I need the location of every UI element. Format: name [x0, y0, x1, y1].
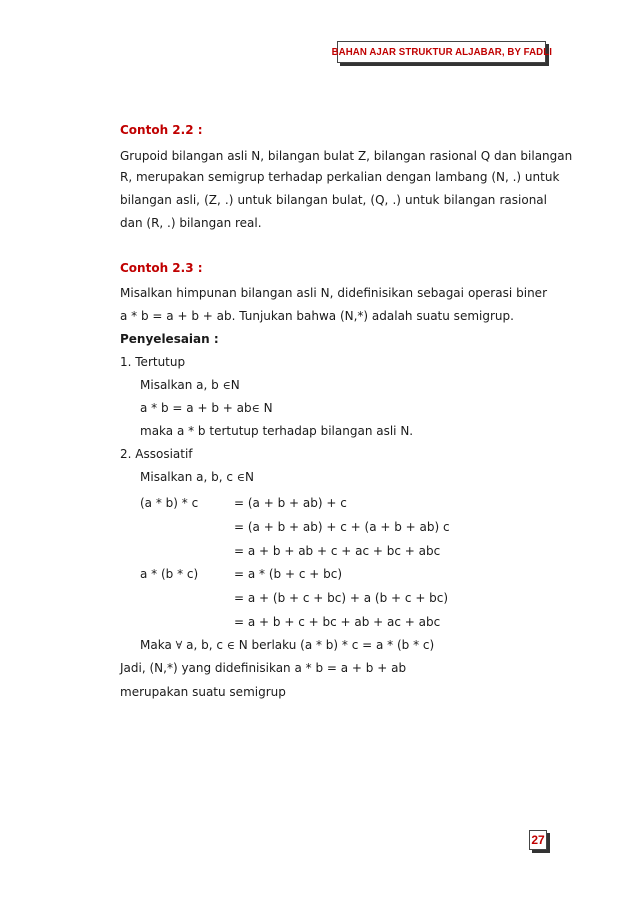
- element-of-symbol: ∈: [251, 402, 260, 415]
- example-2-3-heading: Contoh 2.3 :: [120, 261, 203, 275]
- example-2-2-line-1: Grupoid bilangan asli N, bilangan bulat Z, bilangan rasional Q dan bilangan: [120, 149, 573, 163]
- element-of-symbol: ∈: [236, 471, 245, 484]
- forall-vars: a, b, c: [182, 638, 223, 652]
- forall-prefix: Maka: [140, 638, 172, 652]
- element-of-symbol: ∈: [222, 379, 231, 392]
- right-side-label: a * (b * c): [140, 567, 199, 581]
- left-eq-1: = (a + b + ab) + c: [234, 496, 347, 510]
- step-2-let-set: N: [244, 470, 254, 484]
- step-1-def-text: a * b = a + b + ab: [140, 401, 252, 415]
- associativity-statement: [140, 637, 434, 654]
- step-1-definition: [140, 400, 273, 417]
- left-eq-3: = a + b + ab + c + ac + bc + abc: [234, 544, 441, 558]
- right-eq-3: = a + b + c + bc + ab + ac + abc: [234, 615, 441, 629]
- forall-statement: N berlaku (a * b) * c = a * (b * c): [234, 638, 435, 652]
- conclusion-line-2: merupakan suatu semigrup: [120, 685, 286, 699]
- step-1-def-set: N: [259, 401, 273, 415]
- left-eq-2: = (a + b + ab) + c + (a + b + ab) c: [234, 520, 450, 534]
- solution-label: Penyelesaian :: [120, 332, 219, 346]
- step-2-title: 2. Assosiatif: [120, 447, 193, 461]
- element-of-symbol: ∈: [226, 639, 235, 652]
- header-title: BAHAN AJAR STRUKTUR ALJABAR, BY FADLI: [331, 46, 552, 58]
- step-1-conclusion: maka a * b tertutup terhadap bilangan asli N.: [140, 424, 414, 438]
- for-all-symbol: ∀: [175, 639, 183, 652]
- step-1-let-text: Misalkan a, b: [140, 378, 219, 392]
- example-2-3-line-2: a * b = a + b + ab. Tunjukan bahwa (N,*) adalah suatu semigrup.: [120, 309, 514, 323]
- page-number: 27: [531, 833, 545, 847]
- example-2-2-line-2: R, merupakan semigrup terhadap perkalian dengan lambang (N, .) untuk: [120, 170, 560, 184]
- example-2-2-line-3: bilangan asli, (Z, .) untuk bilangan bulat, (Q, .) untuk bilangan rasional: [120, 193, 547, 207]
- right-eq-2: = a + (b + c + bc) + a (b + c + bc): [234, 591, 449, 605]
- step-2-let: [140, 469, 254, 486]
- step-1-let: [140, 377, 240, 394]
- conclusion-line-1: Jadi, (N,*) yang didefinisikan a * b = a + b + ab: [120, 661, 407, 675]
- left-side-label: (a * b) * c: [140, 496, 199, 510]
- header-banner: [331, 41, 552, 63]
- example-2-3-line-1: Misalkan himpunan bilangan asli N, didefinisikan sebagai operasi biner: [120, 286, 547, 300]
- example-2-2-heading: Contoh 2.2 :: [120, 123, 203, 137]
- step-2-let-text: Misalkan a, b, c: [140, 470, 233, 484]
- step-1-let-set: N: [230, 378, 240, 392]
- step-1-title: 1. Tertutup: [120, 355, 186, 369]
- example-2-2-line-4: dan (R, .) bilangan real.: [120, 216, 262, 230]
- right-eq-1: = a * (b + c + bc): [234, 567, 343, 581]
- page-number-box: [529, 830, 547, 850]
